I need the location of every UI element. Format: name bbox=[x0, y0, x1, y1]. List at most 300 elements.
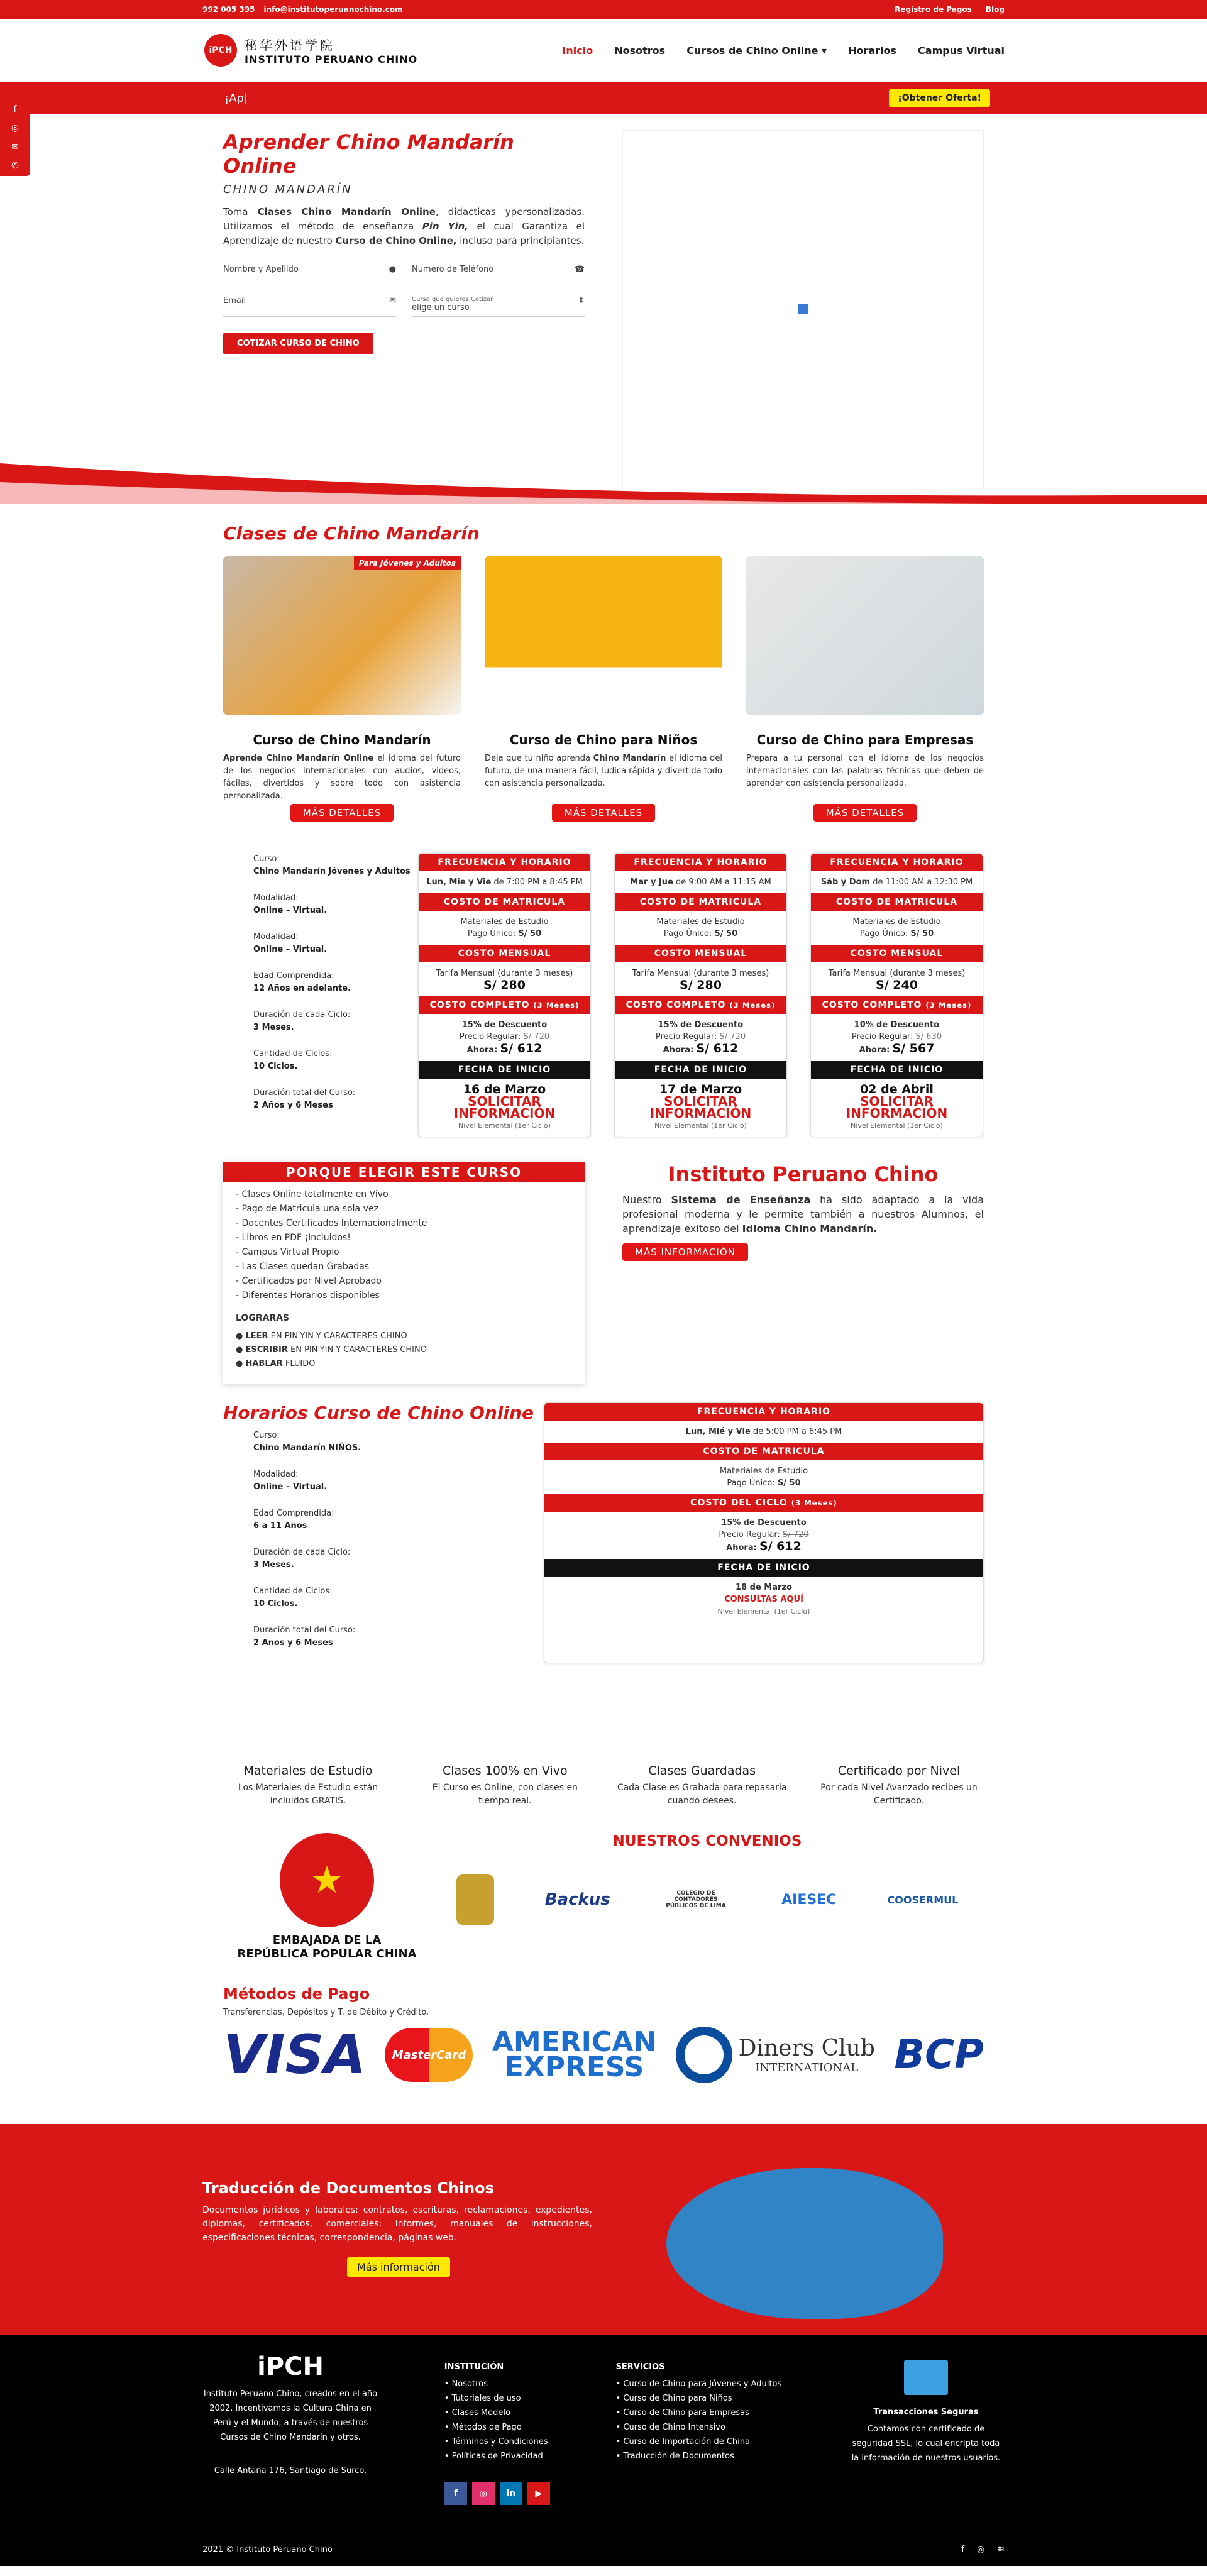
footer-servicios bbox=[616, 2360, 782, 2505]
convenios-title: NUESTROS CONVENIOS bbox=[612, 1833, 802, 1849]
t: Cada Clase es Grabada para repasarla cuando desees. bbox=[617, 1783, 787, 1806]
translation-text: Documentos jurídicos y laborales: contratos, escrituras, reclamaciones, expedientes, diplomas, certificados, comerciales: Informes, manuales de instrucciones, especificaciones técnicas, correspondencia, páginas web. bbox=[202, 2205, 592, 2243]
t: Clases 100% en Vivo bbox=[443, 1764, 568, 1778]
t: Toma bbox=[223, 206, 258, 217]
t: Lun, Mie y Vie bbox=[426, 878, 492, 887]
offer-button[interactable]: ¡Obtener Oferta! bbox=[889, 89, 990, 107]
t: Calle Antana 176, Santiago de Surco. bbox=[214, 2466, 367, 2475]
hero-section bbox=[0, 114, 1207, 504]
footer-link[interactable]: • Curso de Chino para Empresas bbox=[615, 2408, 749, 2418]
institute-title: Instituto Peruano Chino bbox=[668, 1162, 939, 1186]
t: S/ 612 bbox=[759, 1539, 802, 1553]
th: COSTO DE MATRICULA bbox=[811, 893, 983, 911]
t: S/ 280 bbox=[483, 978, 526, 992]
th: COSTO DE MATRICULA bbox=[544, 1443, 983, 1460]
mail-icon[interactable]: ✉ bbox=[11, 142, 19, 152]
t: Tarifa Mensual (durante 3 meses) bbox=[828, 969, 966, 978]
pricing-table bbox=[418, 853, 591, 1137]
value: 3 Meses. bbox=[253, 1560, 294, 1570]
t: Ahora: bbox=[726, 1543, 757, 1553]
t: de Descuento bbox=[680, 1020, 744, 1030]
classes-title: Clases de Chino Mandarín bbox=[223, 523, 480, 544]
label: Curso: bbox=[253, 854, 280, 864]
instagram-icon[interactable]: ◎ bbox=[472, 2482, 495, 2505]
t: Clases Guardadas bbox=[648, 1764, 756, 1778]
label: Duración total del Curso: bbox=[253, 1088, 356, 1098]
name-field[interactable] bbox=[223, 261, 396, 278]
hero-wave bbox=[0, 457, 1207, 504]
t: Sáb y Dom bbox=[820, 878, 871, 887]
th: FECHA DE INICIO bbox=[811, 1061, 983, 1079]
instagram-icon[interactable]: ◎ bbox=[11, 123, 19, 133]
t: Lun, Mié y Vie bbox=[685, 1427, 751, 1436]
world-map-illustration bbox=[666, 2168, 943, 2319]
t: EN PIN-YIN Y CARACTERES CHINO bbox=[287, 1345, 427, 1355]
quote-button[interactable]: COTIZAR CURSO DE CHINO bbox=[223, 333, 373, 354]
feature bbox=[223, 1764, 393, 1808]
footer-security bbox=[847, 2360, 1005, 2505]
t: Pin Yin, bbox=[422, 221, 468, 232]
t: S/ 567 bbox=[892, 1042, 935, 1055]
card-adultos bbox=[223, 556, 461, 822]
value: 6 a 11 Años bbox=[253, 1521, 307, 1531]
t: Precio Regular: bbox=[851, 1032, 913, 1042]
footer-link[interactable]: • Curso de Chino para Niños bbox=[615, 2394, 732, 2403]
promo-bar bbox=[0, 82, 1207, 114]
th: FECHA DE INICIO bbox=[615, 1061, 786, 1079]
label: Modalidad: bbox=[253, 893, 299, 903]
t: Materiales de Estudio bbox=[460, 917, 549, 927]
t: AMERICAN bbox=[492, 2026, 657, 2058]
why-item: - Campus Virtual Propio bbox=[236, 1247, 339, 1257]
nav-nosotros[interactable]: Nosotros bbox=[614, 44, 666, 57]
envelope-icon: ✉ bbox=[389, 296, 396, 305]
kids-schedule bbox=[223, 1402, 984, 1663]
t: S/ 50 bbox=[777, 1478, 801, 1488]
child-student-image bbox=[485, 556, 722, 715]
diners-logo bbox=[676, 2027, 875, 2083]
more-details-button[interactable]: MÁS DETALLES bbox=[552, 804, 656, 822]
t: Nuestro bbox=[622, 1194, 671, 1206]
kids-info-list bbox=[223, 1429, 418, 1649]
course-select[interactable] bbox=[412, 292, 585, 317]
label: Modalidad: bbox=[253, 932, 299, 942]
name-placeholder: Nombre y Apellido bbox=[223, 265, 299, 274]
nav-cursos[interactable] bbox=[686, 45, 827, 57]
th: COSTO DE MATRICULA bbox=[615, 893, 786, 911]
t: Aprende Chino Mandarín Online bbox=[223, 754, 374, 763]
request-info-link[interactable]: SOLICITAR INFORMACIÓN bbox=[453, 1094, 556, 1121]
t: de 5:00 PM a 6:45 PM bbox=[750, 1427, 842, 1436]
t: Materiales de Estudio bbox=[852, 917, 941, 927]
t: Clases Chino Mandarín Online bbox=[257, 206, 436, 217]
t: EXPRESS bbox=[504, 2051, 644, 2083]
rss-icon[interactable]: ≋ bbox=[997, 2545, 1005, 2555]
t: Chino Mandarín bbox=[593, 754, 666, 763]
institute-text bbox=[622, 1192, 984, 1236]
select-arrow-icon: ⇕ bbox=[578, 296, 585, 305]
footer-about bbox=[202, 2352, 378, 2505]
t: COSTO COMPLETO bbox=[429, 1000, 530, 1010]
th: COSTO MENSUAL bbox=[811, 945, 983, 962]
t: LEER bbox=[245, 1331, 268, 1341]
t: el idioma del futuro de los negocios internacionales con audios, videos, fáciles, divertidos y sobre todo con asistencia personalizada. bbox=[223, 754, 461, 801]
footer-link[interactable]: • Tutoriales de uso bbox=[444, 2394, 521, 2403]
t: Pago Único: bbox=[663, 929, 712, 938]
t: S/ 240 bbox=[876, 978, 918, 992]
t: S/ 50 bbox=[910, 929, 934, 938]
visa-logo: VISA bbox=[223, 2023, 367, 2086]
t: 15% bbox=[721, 1518, 741, 1527]
logo-chinese: 秘华外语学院 bbox=[245, 38, 335, 53]
footer-link[interactable]: • Métodos de Pago bbox=[444, 2423, 522, 2432]
video-placeholder-icon bbox=[798, 304, 808, 314]
payment-subtitle: Transferencias, Depósitos y T. de Débito y Crédito. bbox=[223, 2008, 429, 2017]
t: EN PIN-YIN Y CARACTERES CHINO bbox=[268, 1331, 407, 1341]
t: Curso de Chino Online, bbox=[335, 235, 457, 246]
label: Edad Comprendida: bbox=[253, 971, 334, 981]
request-info-link[interactable]: SOLICITAR INFORMACIÓN bbox=[649, 1094, 752, 1121]
th: FECHA DE INICIO bbox=[419, 1061, 590, 1079]
phone-icon: ☎ bbox=[574, 265, 585, 274]
request-info-link[interactable]: SOLICITAR INFORMACIÓN bbox=[846, 1094, 948, 1121]
payment-section bbox=[0, 1985, 1207, 2086]
label: Cantidad de Ciclos: bbox=[253, 1049, 333, 1059]
why-title: PORQUE ELEGIR ESTE CURSO bbox=[223, 1162, 585, 1182]
phone-placeholder: Numero de Teléfono bbox=[412, 265, 494, 274]
t: Materiales de Estudio bbox=[656, 917, 745, 927]
classes-section bbox=[0, 523, 1207, 1663]
t: S/ 612 bbox=[500, 1042, 543, 1055]
t: el idioma del futuro, de una manera fácil, ludica rápida y divertida todo con asistencia personalizada. bbox=[485, 754, 722, 788]
why-item: - Las Clases quedan Grabadas bbox=[236, 1262, 370, 1272]
t: COSTO COMPLETO bbox=[822, 1000, 922, 1010]
t: de 7:00 PM a 8:45 PM bbox=[491, 878, 583, 887]
aiesec-logo: AIESEC bbox=[781, 1891, 837, 1908]
t: Materiales de Estudio bbox=[243, 1764, 373, 1778]
label: Duración de cada Ciclo: bbox=[253, 1010, 351, 1020]
convenios-section bbox=[0, 1833, 1207, 1961]
t: 02 de Abril bbox=[860, 1082, 934, 1096]
footer-link[interactable]: • Traducción de Documentos bbox=[615, 2452, 734, 2461]
t: Pago Único: bbox=[859, 929, 908, 938]
card-desc bbox=[485, 752, 722, 804]
t: Nivel Elemental (1er Ciclo) bbox=[654, 1121, 747, 1130]
backus-logo: Backus bbox=[544, 1890, 610, 1909]
logros-title: LOGRARAS bbox=[236, 1313, 290, 1323]
youtube-icon[interactable]: ▶ bbox=[527, 2482, 550, 2505]
consultas-link[interactable]: CONSULTAS AQUÍ bbox=[724, 1595, 803, 1604]
adult-student-image bbox=[223, 556, 461, 715]
why-item: - Certificados por Nivel Aprobado bbox=[236, 1276, 382, 1286]
t: Ahora: bbox=[859, 1045, 890, 1055]
hero-text bbox=[223, 205, 585, 248]
course-label: Curso que quieres Cotizar bbox=[412, 296, 493, 303]
footer-logo: iPCH bbox=[257, 2352, 324, 2381]
t: S/ 612 bbox=[696, 1042, 739, 1055]
t: Diners Club bbox=[738, 2035, 875, 2061]
user-icon: ● bbox=[389, 265, 396, 274]
t: S/ 280 bbox=[680, 978, 722, 992]
t: Ahora: bbox=[466, 1045, 498, 1055]
label: Cantidad de Ciclos: bbox=[253, 1587, 333, 1596]
t: Precio Regular: bbox=[655, 1032, 717, 1042]
value: Chino Mandarín bbox=[253, 867, 326, 876]
t: Idioma Chino Mandarín. bbox=[742, 1223, 878, 1235]
t: S/ 50 bbox=[714, 929, 738, 938]
t: (3 Meses) bbox=[791, 1499, 837, 1507]
kids-title: Horarios Curso de Chino Online bbox=[223, 1402, 534, 1423]
t: S/ 720 bbox=[783, 1530, 809, 1539]
t: El Curso es Online, con clases en tiempo real. bbox=[432, 1783, 578, 1806]
t: EMBAJADA DE LA bbox=[272, 1934, 382, 1947]
why-item: - Diferentes Horarios disponibles bbox=[236, 1291, 380, 1301]
site-logo[interactable] bbox=[204, 34, 417, 67]
t: Certificado por Nivel bbox=[837, 1764, 961, 1778]
t: Nivel Elemental (1er Ciclo) bbox=[458, 1121, 551, 1130]
feature bbox=[420, 1764, 590, 1808]
value: 12 Años en adelante. bbox=[253, 984, 351, 993]
phone-text[interactable]: 992 005 395 bbox=[202, 5, 255, 14]
t: ha sido adaptado a la vida profesional moderna y le permite también a nuestros Alumnos, el aprendizaje exitoso del bbox=[622, 1194, 984, 1235]
quote-form bbox=[223, 261, 585, 317]
hero-subtitle: CHINO MANDARÍN bbox=[223, 183, 353, 196]
t: Nivel Elemental (1er Ciclo) bbox=[851, 1121, 943, 1130]
secure-card-icon bbox=[904, 2360, 948, 2395]
hero-title: Aprender Chino Mandarín Online bbox=[223, 130, 514, 178]
th: COSTO MENSUAL bbox=[419, 945, 590, 962]
t: Sistema de Enseñanza bbox=[671, 1194, 811, 1206]
why-box bbox=[223, 1162, 585, 1384]
video-embed[interactable] bbox=[622, 130, 984, 488]
footer-link[interactable]: • Clases Modelo bbox=[444, 2408, 510, 2418]
kids-pricing-table bbox=[544, 1402, 984, 1663]
embassy-logo bbox=[223, 1833, 431, 1961]
t: 15% bbox=[658, 1020, 678, 1030]
footer-link[interactable]: • Nosotros bbox=[444, 2379, 488, 2389]
facebook-icon[interactable]: f bbox=[961, 2545, 965, 2555]
amex-logo bbox=[492, 2026, 657, 2083]
label: Curso: bbox=[253, 1431, 280, 1440]
t: Contamos con certificado de seguridad SSL, lo cual encripta toda la información de nuestros usuarios. bbox=[851, 2425, 1001, 2463]
t: Precio Regular: bbox=[459, 1032, 521, 1042]
nav-campus[interactable]: Campus Virtual bbox=[918, 44, 1005, 57]
facebook-icon[interactable]: f bbox=[13, 104, 17, 114]
why-item: - Clases Online totalmente en Vivo bbox=[236, 1189, 389, 1199]
t: 15% bbox=[461, 1020, 482, 1030]
pricing-tables bbox=[418, 853, 983, 1137]
diners-circle-icon bbox=[676, 2027, 732, 2083]
t: Transacciones Seguras bbox=[873, 2408, 979, 2417]
ccpl-logo: COLEGIO DE CONTADORES PÚBLICOS DE LIMA bbox=[666, 1890, 726, 1909]
t: de Descuento bbox=[743, 1518, 807, 1527]
institute-block bbox=[622, 1162, 984, 1384]
mastercard-logo: MasterCard bbox=[385, 2028, 473, 2082]
more-details-button[interactable]: MÁS DETALLES bbox=[813, 804, 917, 822]
more-details-button[interactable]: MÁS DETALLES bbox=[290, 804, 394, 822]
value: 10 Ciclos. bbox=[253, 1599, 298, 1609]
card-ninos bbox=[485, 556, 722, 822]
partner-logos bbox=[431, 1874, 984, 1925]
th: FRECUENCIA Y HORARIO bbox=[544, 1403, 983, 1421]
t: Nivel Elemental (1er Ciclo) bbox=[717, 1607, 810, 1616]
chevron-down-icon: ▾ bbox=[822, 44, 827, 57]
main-nav bbox=[562, 45, 1005, 57]
t: Ahora: bbox=[663, 1045, 694, 1055]
label: Edad Comprendida: bbox=[253, 1509, 334, 1518]
value: Online – Virtual. bbox=[253, 1482, 328, 1492]
footer-link[interactable]: • Curso de Importación de China bbox=[615, 2437, 750, 2447]
china-emblem-icon: ★ bbox=[280, 1833, 374, 1927]
t: S/ 720 bbox=[719, 1032, 746, 1042]
t: el cual Garantiza el Aprendizaje de nuestro bbox=[223, 221, 585, 246]
why-item: - Docentes Certificados Internacionalmente bbox=[236, 1218, 427, 1228]
t: INTERNATIONAL bbox=[755, 2061, 859, 2074]
value: 2 Años y 6 Meses bbox=[253, 1638, 333, 1648]
th: COSTO MENSUAL bbox=[615, 945, 786, 962]
translation-section bbox=[0, 2124, 1207, 2335]
card-empresas bbox=[746, 556, 984, 822]
th: FECHA DE INICIO bbox=[544, 1559, 983, 1577]
t: Los Materiales de Estudio están incluidos GRATIS. bbox=[238, 1783, 378, 1806]
registro-pagos-link[interactable]: Registro de Pagos bbox=[895, 5, 972, 14]
label: Duración de cada Ciclo: bbox=[253, 1548, 351, 1557]
t: COSTO DEL CICLO bbox=[690, 1498, 788, 1508]
email-placeholder: Email bbox=[223, 296, 246, 305]
nav-cursos-label: Cursos de Chino Online bbox=[686, 44, 818, 57]
card-title: Curso de Chino para Niños bbox=[509, 732, 698, 747]
why-section bbox=[223, 1162, 984, 1384]
whatsapp-icon[interactable]: ✆ bbox=[11, 161, 19, 171]
label: Modalidad: bbox=[253, 1470, 299, 1479]
features-row bbox=[0, 1764, 1207, 1808]
why-item: - Libros en PDF ¡Incluidos! bbox=[236, 1233, 351, 1243]
feature bbox=[617, 1764, 787, 1808]
t: 17 de Marzo bbox=[659, 1082, 742, 1096]
card-desc: Prepara a tu personal con el idioma de los negocios internacionales con las palabras técnicas que deben de aprender con asistencia personalizada. bbox=[746, 754, 984, 788]
t: 18 de Marzo bbox=[736, 1583, 792, 1592]
why-list bbox=[223, 1182, 585, 1303]
logro-item: ● HABLAR FLUIDO bbox=[236, 1359, 316, 1368]
t: (3 Meses) bbox=[729, 1001, 776, 1010]
footer-link[interactable]: • Términos y Condiciones bbox=[444, 2437, 548, 2447]
t: 16 de Marzo bbox=[463, 1082, 546, 1096]
t: HABLAR bbox=[245, 1359, 283, 1368]
card-desc bbox=[223, 752, 461, 804]
promo-text: ¡Ap| bbox=[224, 91, 248, 105]
nav-inicio[interactable]: Inicio bbox=[562, 44, 593, 57]
value: 3 Meses. bbox=[253, 1023, 294, 1032]
bcp-logo: BCP bbox=[894, 2032, 984, 2078]
t: Pago Único: bbox=[727, 1478, 775, 1488]
th: FRECUENCIA Y HORARIO bbox=[811, 854, 983, 871]
label: Duración total del Curso: bbox=[253, 1626, 356, 1635]
t: REPÚBLICA POPULAR CHINA bbox=[237, 1947, 417, 1961]
more-info-button[interactable]: MÁS INFORMACIÓN bbox=[622, 1243, 748, 1261]
footer-link[interactable]: • Curso de Chino para Jóvenes y Adultos bbox=[615, 2379, 782, 2389]
pricing-table bbox=[614, 853, 787, 1137]
th: FRECUENCIA Y HORARIO bbox=[419, 854, 590, 871]
t: (3 Meses) bbox=[533, 1001, 580, 1010]
t: Precio Regular: bbox=[719, 1530, 780, 1539]
t: Tarifa Mensual (durante 3 meses) bbox=[632, 969, 769, 978]
blog-link[interactable]: Blog bbox=[985, 5, 1005, 14]
coosermul-logo: COOSERMUL bbox=[887, 1893, 959, 1906]
t: Mar y Jue bbox=[630, 878, 673, 887]
t: SERVICIOS bbox=[615, 2362, 665, 2372]
t: COSTO COMPLETO bbox=[626, 1000, 726, 1010]
facebook-icon[interactable]: f bbox=[444, 2482, 467, 2505]
pricing-table bbox=[810, 853, 983, 1137]
t: Tarifa Mensual (durante 3 meses) bbox=[436, 969, 573, 978]
phone-field[interactable] bbox=[412, 261, 585, 278]
footer-link[interactable]: • Curso de Chino Intensivo bbox=[615, 2423, 725, 2432]
t: Deja que tu niño aprenda bbox=[485, 754, 593, 763]
t: de 9:00 AM a 11:15 AM bbox=[673, 878, 771, 887]
audience-badge: Para Jóvenes y Adultos bbox=[354, 556, 461, 570]
value: 2 Años y 6 Meses bbox=[253, 1101, 333, 1110]
t: INSTITUCIÓN bbox=[444, 2362, 504, 2372]
t: Pago Único: bbox=[467, 929, 516, 938]
course-value: elige un curso bbox=[412, 303, 470, 312]
header bbox=[0, 19, 1207, 82]
university-crest-icon bbox=[456, 1874, 494, 1925]
email-field[interactable] bbox=[223, 292, 396, 317]
payment-logos bbox=[223, 2023, 984, 2086]
translation-title: Traducción de Documentos Chinos bbox=[202, 2179, 494, 2197]
course-info-block bbox=[223, 853, 984, 1137]
t: S/ 630 bbox=[915, 1032, 942, 1042]
footer-link[interactable]: • Políticas de Privacidad bbox=[444, 2452, 543, 2461]
t: S/ 720 bbox=[523, 1032, 550, 1042]
email-text[interactable]: info@institutoperuanochino.com bbox=[263, 5, 403, 14]
linkedin-icon[interactable]: in bbox=[500, 2482, 522, 2505]
nav-horarios[interactable]: Horarios bbox=[848, 44, 897, 57]
logro-item: ● ESCRIBIR EN PIN-YIN Y CARACTERES CHINO bbox=[236, 1345, 427, 1355]
why-item: - Pago de Matricula una sola vez bbox=[236, 1204, 378, 1214]
t: (3 Meses) bbox=[925, 1001, 972, 1010]
t: incluso para principiantes. bbox=[456, 235, 585, 246]
payment-title: Métodos de Pago bbox=[223, 1985, 370, 2003]
top-bar bbox=[0, 0, 1207, 19]
value: Online – Virtual. bbox=[253, 906, 328, 915]
t: Materiales de Estudio bbox=[719, 1467, 808, 1476]
value: NIÑOS. bbox=[328, 1443, 361, 1453]
footer-institucion bbox=[444, 2360, 550, 2505]
logo-spanish: INSTITUTO PERUANO CHINO bbox=[245, 53, 418, 65]
footer bbox=[0, 2335, 1207, 2566]
logo-mark: iPCH bbox=[204, 34, 237, 67]
t: FLUIDO bbox=[282, 1359, 316, 1368]
t: , didacticas ypersonalizadas. Utilizamos el método de enseñanza bbox=[223, 206, 585, 232]
instagram-icon[interactable]: ◎ bbox=[977, 2545, 985, 2555]
card-title: Curso de Chino Mandarín bbox=[253, 732, 431, 747]
translation-button[interactable]: Más información bbox=[347, 2257, 450, 2277]
t: de Descuento bbox=[484, 1020, 548, 1030]
value: Online – Virtual. bbox=[253, 945, 328, 954]
th: COSTO DE MATRICULA bbox=[419, 893, 590, 911]
course-info-list bbox=[223, 853, 418, 1137]
logro-item: ● LEER EN PIN-YIN Y CARACTERES CHINO bbox=[236, 1331, 407, 1341]
teacher-image bbox=[746, 556, 984, 715]
t: Instituto Peruano Chino, creados en el año 2002. Incentivamos la Cultura China en Perú y el Mundo, a través de nuestros Cursos de Chino Mandarín y otros. bbox=[203, 2389, 378, 2442]
t: ESCRIBIR bbox=[245, 1345, 288, 1355]
t: Por cada Nivel Avanzado recibes un Certificado. bbox=[820, 1783, 978, 1806]
value: Jóvenes y Adultos bbox=[328, 867, 411, 876]
t: de 11:00 AM a 12:30 PM bbox=[870, 878, 973, 887]
t: S/ 50 bbox=[518, 929, 542, 938]
value: 10 Ciclos. bbox=[253, 1062, 298, 1071]
